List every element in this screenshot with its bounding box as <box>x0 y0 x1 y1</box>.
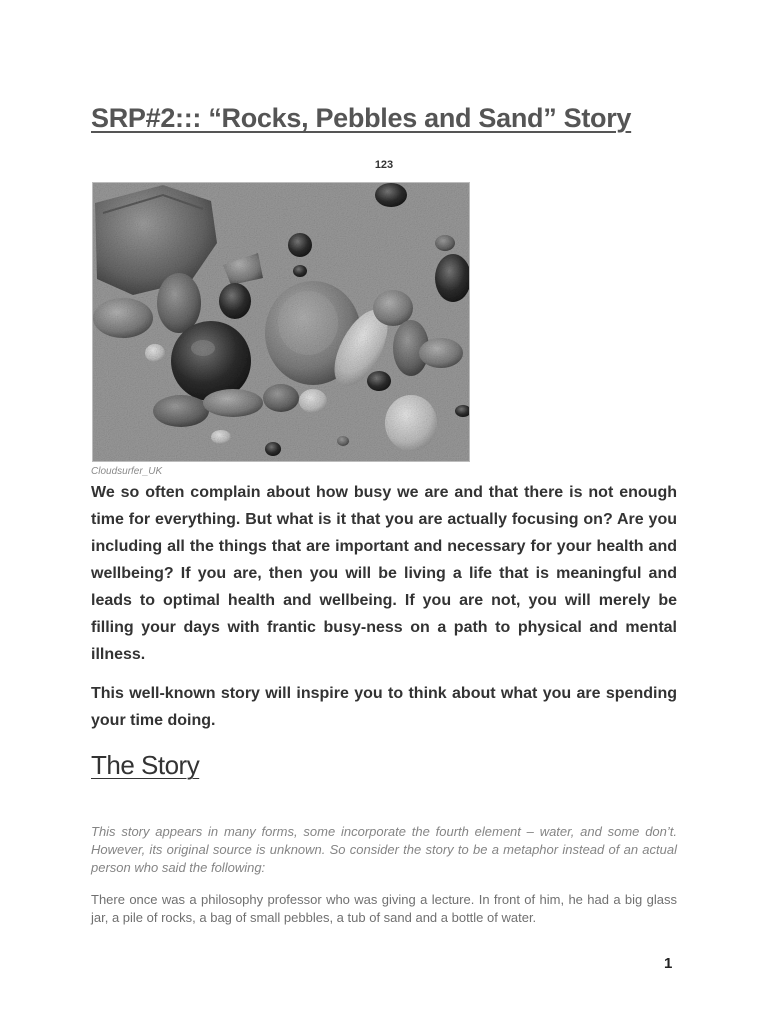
page-title: SRP#2::: “Rocks, Pebbles and Sand” Story <box>91 103 632 133</box>
intro-paragraph: We so often complain about how busy we are and that there is not enough time for everything. But what is it that you are actually focusing on? Are you including all the things that are important and necessary for your health and wellbeing? If you are, then you will be living a life that is meaningful and leads to optimal health and wellbeing. If you are not, you will merely be filling your days with frantic busy-ness on a path to physical and mental illness. <box>91 484 677 663</box>
photo-credit: Cloudsurfer_UK <box>91 466 163 477</box>
story-note: This story appears in many forms, some incorporate the fourth element – water, and some don’t. However, its original source is unknown. So consider the story to be a metaphor instead of an actual person who said the following: <box>91 824 677 875</box>
figure-number: 123 <box>374 159 394 171</box>
page-number: 1 <box>664 955 673 972</box>
intro-paragraph: This well-known story will inspire you to think about what you are spending your time doing. <box>91 685 677 729</box>
rocks-pebbles-photo <box>92 182 470 462</box>
section-heading: The Story <box>91 750 200 780</box>
story-paragraph: There once was a philosophy professor who was giving a lecture. In front of him, he had a big glass jar, a pile of rocks, a bag of small pebbles, a tub of sand and a bottle of water. <box>91 892 677 925</box>
